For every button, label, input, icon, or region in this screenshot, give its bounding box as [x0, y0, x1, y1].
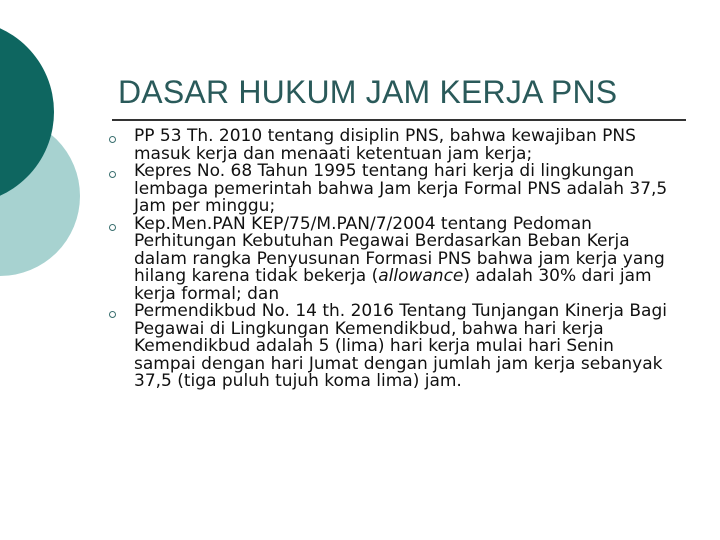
- title-underline: [112, 119, 686, 121]
- bullet-text-after: ) adalah 30% dari jam kerja formal; dan: [134, 266, 652, 304]
- bullet-item-1: [108, 128, 680, 163]
- bullet-item-3: [108, 213, 680, 304]
- bullet-text: PP 53 Th. 2010 tentang disiplin PNS, bahwa kewajiban PNS masuk kerja dan menaati ketentuan jam kerja;: [134, 126, 636, 164]
- slide-title: DASAR HUKUM JAM KERJA PNS: [118, 74, 618, 110]
- bullet-list: [108, 128, 680, 391]
- bullet-text: Kepres No. 68 Tahun 1995 tentang hari kerja di lingkungan lembaga pemerintah bahwa Jam kerja Formal PNS adalah 37,5 Jam per minggu;: [134, 161, 668, 216]
- bullet-item-2: [108, 163, 680, 216]
- bullet-text-italic: allowance: [378, 266, 464, 286]
- bullet-icon: [109, 311, 116, 318]
- bullet-icon: [109, 171, 116, 178]
- bullet-text: Permendikbud No. 14 th. 2016 Tentang Tunjangan Kinerja Bagi Pegawai di Lingkungan Kemendikbud, bahwa hari kerja Kemendikbud adalah 5 (lima) hari kerja mulai hari Senin sampai dengan hari Jumat dengan jumlah jam kerja sebanyak 37,5 (tiga puluh tujuh koma lima) jam.: [134, 301, 667, 391]
- bullet-item-4: [108, 303, 680, 391]
- decorative-circles: [0, 0, 120, 300]
- bullet-icon: [109, 224, 116, 231]
- bullet-text-before: Kep.Men.PAN KEP/75/M.PAN/7/2004 tentang Pedoman Perhitungan Kebutuhan Pegawai Berdasarkan Beban Kerja dalam rangka Penyusunan Formasi PNS bahwa jam kerja yang hilang karena tidak bekerja (: [134, 213, 665, 286]
- bullet-icon: [109, 136, 116, 143]
